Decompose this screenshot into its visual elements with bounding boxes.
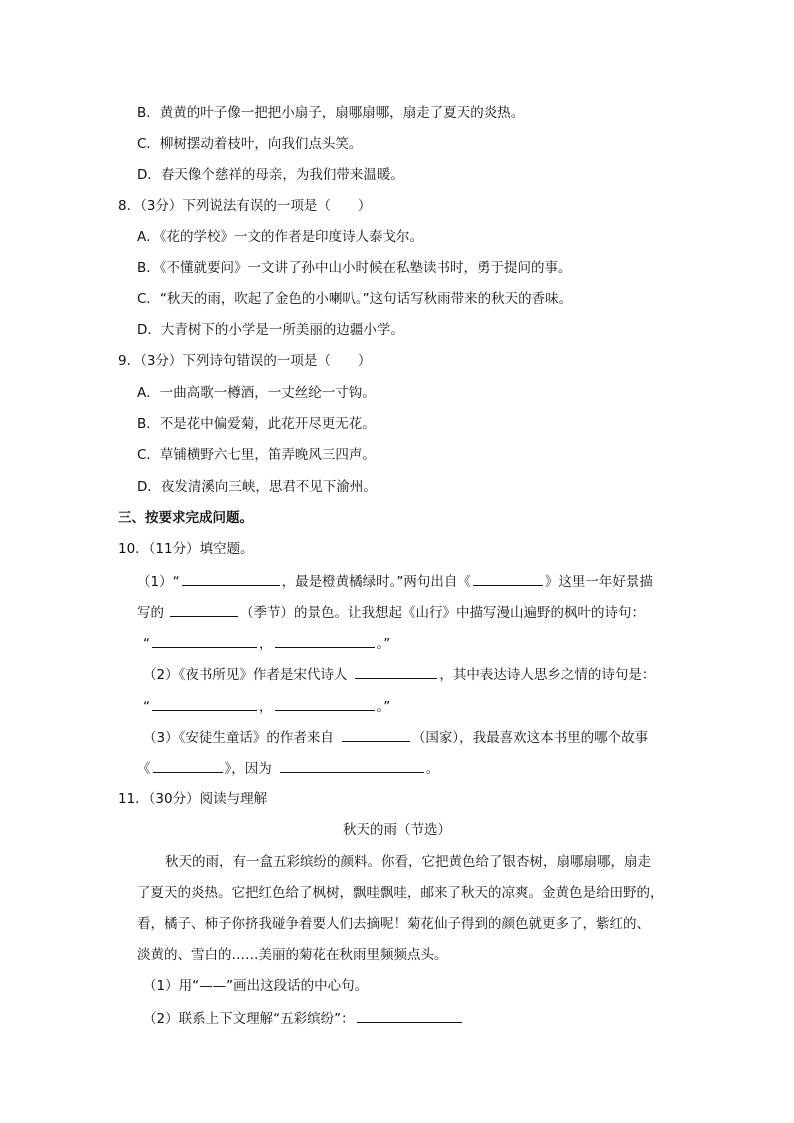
- passage-line-3: 看，橘子、柿子你挤我碰争着要人们去摘呢！菊花仙子得到的颜色就更多了，紫红的、: [137, 916, 650, 932]
- passage-line-4: 淡黄的、雪白的……美丽的菊花在秋雨里频频点头。: [137, 947, 448, 963]
- q10-blank-homesick-2[interactable]: [275, 696, 375, 711]
- q7-option-c: C．柳树摆动着枝叶，向我们点头笑。: [137, 136, 363, 152]
- q10-blank-poem-title[interactable]: [473, 571, 543, 586]
- q11-blank-meaning[interactable]: [357, 1008, 462, 1023]
- q10-stem: 10．（11分）填空题。: [118, 541, 254, 557]
- q7-option-b: B．黄黄的叶子像一把把小扇子，扇哪扇哪，扇走了夏天的炎热。: [137, 105, 525, 121]
- q10-blank-country[interactable]: [342, 727, 410, 742]
- q11-stem: 11．（30分）阅读与理解: [118, 791, 268, 807]
- q8-option-b: B．《不懂就要问》一文讲了孙中山小时候在私塾读书时，勇于提问的事。: [137, 260, 572, 276]
- q8-option-c: C．“秋天的雨，吹起了金色的小喇叭。”这句话写秋雨带来的秋天的香味。: [137, 291, 573, 307]
- q10-blank-shanxing-2[interactable]: [275, 633, 375, 648]
- q10-blank-season[interactable]: [170, 602, 238, 617]
- passage-line-1: 秋天的雨，有一盒五彩缤纷的颜料。你看，它把黄色给了银杏树，扇哪扇哪，扇走: [165, 854, 651, 870]
- q10-blank-poem-line[interactable]: [182, 571, 280, 586]
- q8-option-a: A．《花的学校》一文的作者是印度诗人泰戈尔。: [137, 229, 423, 245]
- q10-part2-line1: （2）《夜书所见》作者是宋代诗人 ，其中表达诗人思乡之情的诗句是：: [143, 664, 655, 685]
- passage-title: 秋天的雨（节选）: [343, 822, 451, 838]
- q8-stem: 8．（3分）下列说法有误的一项是（ ）: [118, 198, 372, 214]
- section-3-heading: 三、按要求完成问题。: [118, 510, 253, 526]
- q10-blank-poet[interactable]: [355, 664, 437, 679]
- q11-sub1: （1）用“——”画出这段话的中心句。: [143, 978, 369, 994]
- q10-part2-line2: “ ， 。”: [143, 696, 390, 717]
- q10-part1-line2: 写的 （季节）的景色。让我想起《山行》中描写漫山遍野的枫叶的诗句：: [137, 602, 645, 623]
- q8-option-d: D．大青树下的小学是一所美丽的边疆小学。: [137, 322, 404, 338]
- q10-blank-reason[interactable]: [280, 758, 424, 773]
- q9-option-c: C．草铺横野六七里，笛弄晚风三四声。: [137, 447, 376, 463]
- q9-option-b: B．不是花中偏爱菊，此花开尽更无花。: [137, 416, 376, 432]
- q10-part1-line3: “ ， 。”: [143, 633, 390, 654]
- q10-blank-story[interactable]: [153, 758, 223, 773]
- q10-part1-line1: （1）“ ，最是橙黄橘绿时。”两句出自《 》这里一年好景描: [137, 571, 653, 592]
- q7-option-d: D．春天像个慈祥的母亲，为我们带来温暖。: [137, 167, 404, 183]
- q11-sub2: （2）联系上下文理解“五彩缤纷”：: [143, 1008, 464, 1029]
- q10-blank-shanxing-1[interactable]: [152, 633, 257, 648]
- passage-line-2: 了夏天的炎热。它把红色给了枫树，飘哇飘哇，邮来了秋天的凉爽。金黄色是给田野的，: [137, 885, 664, 901]
- q9-option-d: D．夜发清溪向三峡，思君不见下渝州。: [137, 479, 377, 495]
- q9-stem: 9．（3分）下列诗句错误的一项是（ ）: [118, 353, 372, 369]
- q10-blank-homesick-1[interactable]: [152, 696, 257, 711]
- q9-option-a: A．一曲高歌一樽酒，一丈丝纶一寸钩。: [137, 385, 376, 401]
- q10-part3-line2: 《 》，因为 。: [137, 758, 439, 779]
- q10-part3-line1: （3）《安徒生童话》的作者来自 （国家），我最喜欢这本书里的哪个故事: [143, 727, 648, 748]
